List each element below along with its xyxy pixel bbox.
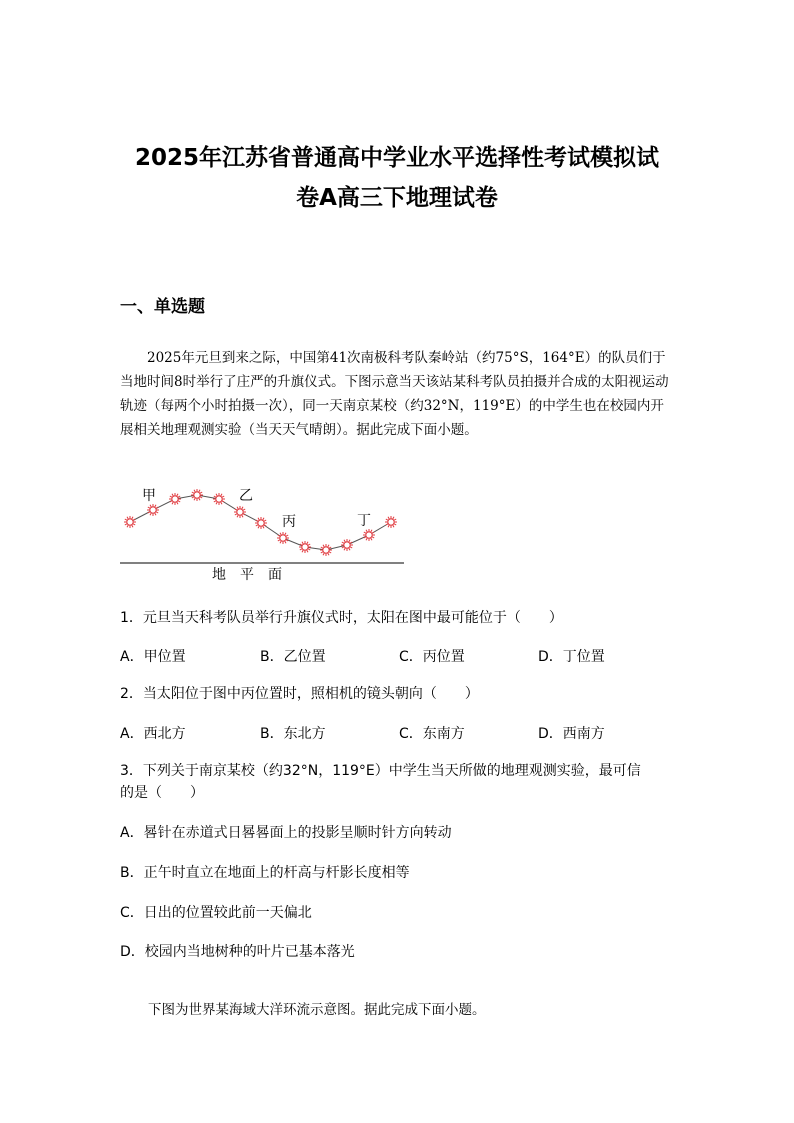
question-3-stem: 3．下列关于南京某校（约32°N，119°E）中学生当天所做的地理观测实验，最可信的是（ ） <box>120 763 641 801</box>
label-ding: 丁 <box>357 513 371 529</box>
title-line-1: 2025年江苏省普通高中学业水平选择性考试模拟试 <box>134 145 659 171</box>
horizon-label: 地 平 面 <box>212 567 282 582</box>
label-yi: 乙 <box>239 488 253 504</box>
sun-path-diagram <box>118 482 408 582</box>
q3-option-c: C．日出的位置较此前一天偏北 <box>120 905 312 921</box>
q1-option-d: D．丁位置 <box>538 649 605 665</box>
q1-option-b: B．乙位置 <box>260 649 326 665</box>
q2-option-d: D．西南方 <box>538 726 605 742</box>
section-heading: 一、单选题 <box>120 297 205 317</box>
second-intro-paragraph: 下图为世界某海域大洋环流示意图。据此完成下面小题。 <box>148 1002 486 1018</box>
intro-paragraph: 2025年元旦到来之际，中国第41次南极科考队秦岭站（约75°S，164°E）的队员们于当地时间8时举行了庄严的升旗仪式。下图示意当天该站某科考队员拍摄并合成的太阳视运动轨迹（每两个小时拍摄一次），同一天南京某校（约32°N，119°E）的中学生也在校园内开展相关地理观测实验（当天天气晴朗）。据此完成下面小题。 <box>120 350 669 438</box>
sun-marker <box>385 516 397 528</box>
sun-marker <box>299 541 311 553</box>
q2-option-b: B．东北方 <box>260 726 326 742</box>
sun-marker <box>255 517 267 529</box>
title-line-2: 卷A高三下地理试卷 <box>296 185 498 211</box>
sun-path-figure <box>118 482 408 582</box>
q3-option-a: A．晷针在赤道式日晷晷面上的投影呈顺时针方向转动 <box>120 825 452 841</box>
sun-marker <box>320 544 332 556</box>
sun-marker <box>277 532 289 544</box>
question-2-stem: 2．当太阳位于图中丙位置时，照相机的镜头朝向（ ） <box>120 686 479 702</box>
question-1-stem: 1．元旦当天科考队员举行升旗仪式时，太阳在图中最可能位于（ ） <box>120 610 563 626</box>
sun-marker <box>124 516 136 528</box>
q1-option-c: C．丙位置 <box>399 649 465 665</box>
label-jia: 甲 <box>142 488 156 504</box>
sun-marker <box>234 506 246 518</box>
q3-option-d: D．校园内当地树种的叶片已基本落光 <box>120 944 355 960</box>
q2-option-a: A．西北方 <box>120 726 186 742</box>
sun-marker <box>191 489 203 501</box>
sun-marker <box>169 493 181 505</box>
sun-marker <box>363 529 375 541</box>
document-title <box>100 138 694 218</box>
sun-marker <box>341 539 353 551</box>
q3-option-b: B．正午时直立在地面上的杆高与杆影长度相等 <box>120 865 410 881</box>
q2-option-c: C．东南方 <box>399 726 465 742</box>
sun-marker <box>213 493 225 505</box>
label-bing: 丙 <box>282 514 296 530</box>
sun-marker <box>147 504 159 516</box>
q1-option-a: A．甲位置 <box>120 649 186 665</box>
